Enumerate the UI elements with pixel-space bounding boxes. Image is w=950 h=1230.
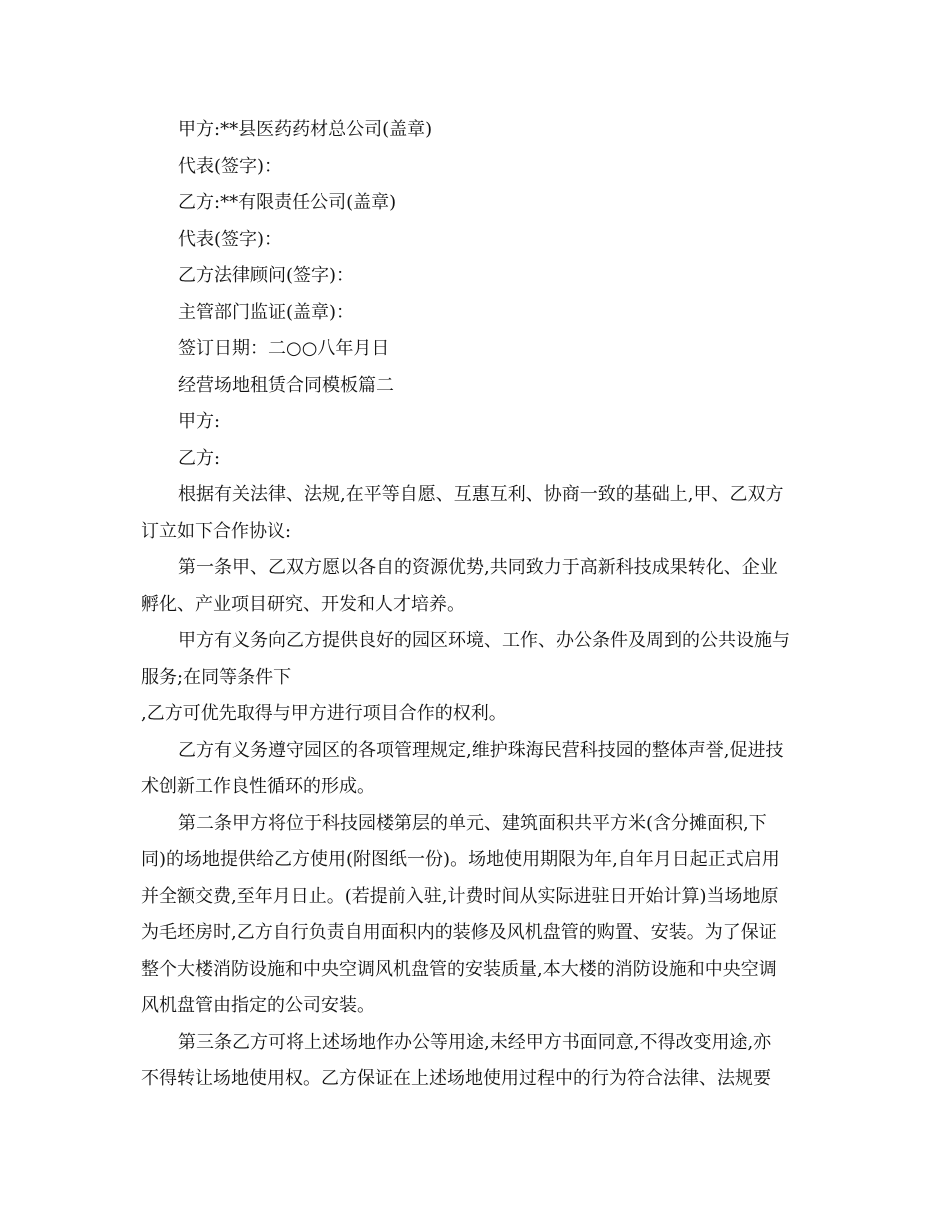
paragraph-line: 术创新工作良性循环的形成。 — [141, 776, 375, 797]
paragraph-line: 整个大楼消防设施和中央空调风机盘管的安装质量,本大楼的消防设施和中央空调 — [141, 958, 777, 980]
paragraph-line: 不得转让场地使用权。乙方保证在上述场地使用过程中的行为符合法律、法规要 — [141, 1068, 771, 1089]
party-b-label: 乙方: — [178, 447, 221, 469]
paragraph-line: 订立如下合作协议: — [141, 520, 292, 542]
party-a-line: 甲方:**县医药药材总公司(盖章) — [178, 119, 433, 140]
paragraph-line: 孵化、产业项目研究、开发和人才培养。 — [141, 593, 465, 615]
supervising-department-line: 主管部门监证(盖章)： — [178, 301, 355, 323]
article-3-line: 第三条乙方可将上述场地作办公等用途,未经甲方书面同意,不得改变用途,亦 — [178, 1031, 772, 1053]
paragraph-line: 甲方有义务向乙方提供良好的园区环境、工作、办公条件及周到的公共设施与 — [178, 630, 790, 651]
document-body — [141, 112, 813, 1098]
signing-date-line: 签订日期：二○○八年月日 — [178, 338, 390, 359]
paragraph-line: 根据有关法律、法规,在平等自愿、互惠互利、协商一致的基础上,甲、乙双方 — [178, 484, 784, 505]
article-2-line: 第二条甲方将位于科技园楼第层的单元、建筑面积共平方米(含分摊面积,下 — [178, 812, 767, 834]
party-b-line: 乙方:**有限责任公司(盖章) — [178, 192, 397, 213]
article-1-line: 第一条甲、乙双方愿以各自的资源优势,共同致力于高新科技成果转化、企业 — [178, 557, 778, 578]
section-heading: 经营场地租赁合同模板篇二 — [178, 374, 394, 396]
party-b-legal-counsel-line: 乙方法律顾问(签字)： — [178, 265, 355, 286]
party-a-label: 甲方: — [178, 411, 221, 432]
paragraph-line: 并全额交费,至年月日止。(若提前入驻,计费时间从实际进驻日开始计算)当场地原 — [141, 885, 779, 907]
paragraph-line: 同)的场地提供给乙方使用(附图纸一份)。场地使用期限为年,自年月日起正式启用 — [141, 849, 780, 870]
party-a-representative-line: 代表(签字)： — [178, 155, 283, 177]
party-b-representative-line: 代表(签字)： — [178, 228, 283, 250]
paragraph-line: 风机盘管由指定的公司安装。 — [141, 995, 375, 1016]
paragraph-line: 为毛坯房时,乙方自行负责自用面积内的装修及风机盘管的购置、安装。为了保证 — [141, 922, 777, 943]
paragraph-line: ,乙方可优先取得与甲方进行项目合作的权利。 — [141, 703, 507, 724]
paragraph-line: 服务;在同等条件下 — [141, 666, 292, 688]
paragraph-line: 乙方有义务遵守园区的各项管理规定,维护珠海民营科技园的整体声誉,促进技 — [178, 739, 784, 761]
